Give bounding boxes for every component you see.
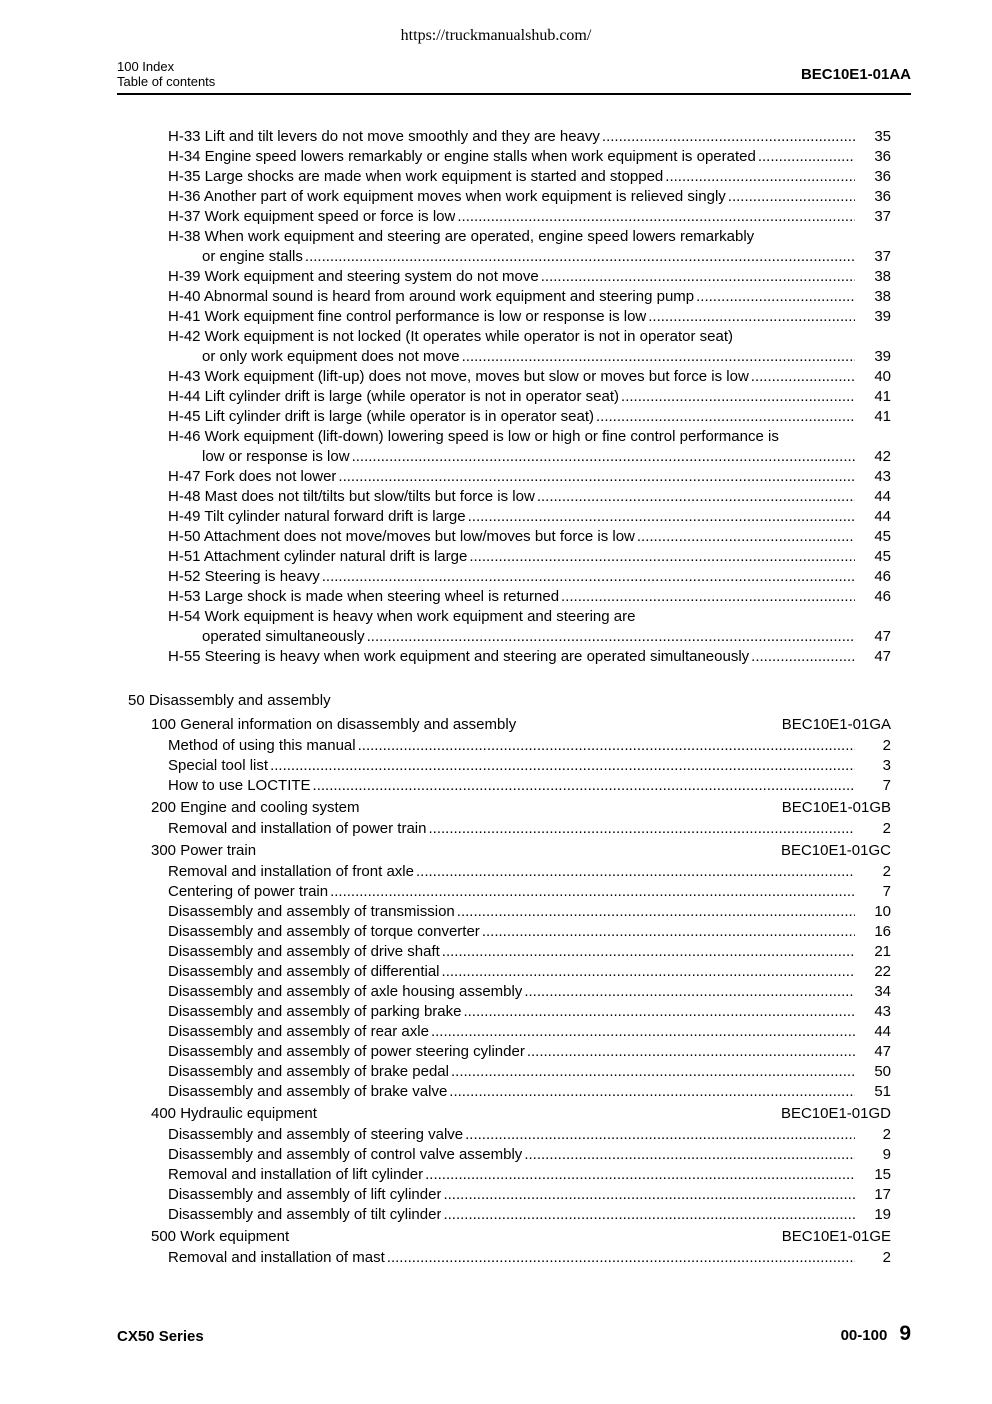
toc-entry-page: 34 bbox=[874, 983, 891, 1000]
subsection-code: BEC10E1-01GE bbox=[781, 1228, 891, 1245]
dot-leader bbox=[429, 1022, 855, 1042]
dot-leader bbox=[350, 447, 855, 467]
toc-entry[interactable] bbox=[168, 267, 891, 287]
subsection-title: 500 Work equipment bbox=[151, 1228, 290, 1245]
toc-entry-page: 38 bbox=[874, 268, 891, 285]
toc-entry-title: H-43 Work equipment (lift-up) does not move, moves but slow or moves but force is low bbox=[168, 368, 749, 385]
toc-entry[interactable] bbox=[168, 567, 891, 587]
header-rule bbox=[117, 93, 911, 95]
toc-entry[interactable] bbox=[168, 327, 891, 347]
toc-entry[interactable] bbox=[168, 1002, 891, 1022]
toc-entry-page: 35 bbox=[874, 128, 891, 145]
toc-entry[interactable] bbox=[168, 547, 891, 567]
toc-entry[interactable] bbox=[168, 347, 891, 367]
toc-entry-title: Removal and installation of lift cylinder bbox=[168, 1166, 424, 1183]
toc-entry[interactable] bbox=[168, 902, 891, 922]
toc-entry-page: 39 bbox=[874, 308, 891, 325]
dot-leader bbox=[385, 1248, 855, 1268]
toc-entry-page: 43 bbox=[874, 1003, 891, 1020]
toc-entry[interactable] bbox=[168, 1042, 891, 1062]
toc-entry-page: 17 bbox=[874, 1186, 891, 1203]
toc-entry-title: H-46 Work equipment (lift-down) lowering speed is low or high or fine control performance is bbox=[168, 428, 779, 445]
subsection-header[interactable] bbox=[117, 1102, 891, 1125]
dot-leader bbox=[756, 147, 855, 167]
toc-entry-title: Removal and installation of mast bbox=[168, 1249, 385, 1266]
dot-leader bbox=[600, 127, 855, 147]
toc-entry[interactable] bbox=[168, 127, 891, 147]
toc-entry-title: Disassembly and assembly of rear axle bbox=[168, 1023, 429, 1040]
dot-leader bbox=[440, 962, 855, 982]
dot-leader bbox=[336, 467, 855, 487]
toc-entry[interactable] bbox=[168, 587, 891, 607]
toc-entry[interactable] bbox=[168, 776, 891, 796]
subsection-entries bbox=[117, 819, 891, 839]
toc-entry-title: H-49 Tilt cylinder natural forward drift is large bbox=[168, 508, 466, 525]
dot-leader bbox=[449, 1062, 855, 1082]
dot-leader bbox=[460, 347, 855, 367]
toc-entry-page: 44 bbox=[874, 488, 891, 505]
dot-leader bbox=[663, 167, 855, 187]
toc-entry-title: H-38 When work equipment and steering are operated, engine speed lowers remarkably bbox=[168, 228, 755, 245]
toc-entry[interactable] bbox=[168, 407, 891, 427]
subsection-list bbox=[117, 713, 891, 1268]
dot-leader bbox=[635, 527, 855, 547]
dot-leader bbox=[467, 547, 855, 567]
dot-leader bbox=[441, 1205, 855, 1225]
subsection-code: BEC10E1-01GC bbox=[780, 842, 891, 859]
subsection-title: 200 Engine and cooling system bbox=[151, 799, 360, 816]
toc-entry-title: Disassembly and assembly of differential bbox=[168, 963, 440, 980]
toc-entry-page: 47 bbox=[874, 1043, 891, 1060]
toc-entry-page: 39 bbox=[874, 348, 891, 365]
toc-entry-page: 21 bbox=[874, 943, 891, 960]
toc-entry[interactable] bbox=[168, 147, 891, 167]
subsection-code: BEC10E1-01GD bbox=[780, 1105, 891, 1122]
toc-entry-title: Disassembly and assembly of axle housing assembly bbox=[168, 983, 523, 1000]
header-doc-code: BEC10E1-01AA bbox=[800, 66, 911, 83]
dot-leader bbox=[535, 487, 855, 507]
subsection-code: BEC10E1-01GA bbox=[781, 716, 891, 733]
subsection-entries bbox=[117, 1125, 891, 1225]
toc-entry-title: Disassembly and assembly of drive shaft bbox=[168, 943, 440, 960]
toc-entry-page: 3 bbox=[882, 757, 891, 774]
toc-entry[interactable] bbox=[168, 367, 891, 387]
toc-entry-page: 2 bbox=[882, 863, 891, 880]
header-left bbox=[117, 59, 215, 89]
header-section: 100 Index bbox=[117, 59, 175, 74]
toc-entry-page: 36 bbox=[874, 168, 891, 185]
toc-entry-page: 7 bbox=[882, 777, 891, 794]
dot-leader bbox=[423, 1165, 855, 1185]
toc-entry-page: 37 bbox=[874, 208, 891, 225]
toc-entry-page: 47 bbox=[874, 648, 891, 665]
footer-series: CX50 Series bbox=[117, 1328, 204, 1345]
section-title: 50 Disassembly and assembly bbox=[128, 692, 331, 709]
toc-entry-title: H-34 Engine speed lowers remarkably or engine stalls when work equipment is operated bbox=[168, 148, 756, 165]
toc-entry-page: 16 bbox=[874, 923, 891, 940]
toc-entry-title: H-51 Attachment cylinder natural drift is large bbox=[168, 548, 468, 565]
toc-entry[interactable] bbox=[168, 607, 891, 627]
toc-entry[interactable] bbox=[168, 736, 891, 756]
toc-entry-title: H-36 Another part of work equipment moves when work equipment is relieved singly bbox=[168, 188, 726, 205]
toc-entry-title: Disassembly and assembly of control valve assembly bbox=[168, 1146, 523, 1163]
toc-entry-title: H-33 Lift and tilt levers do not move smoothly and they are heavy bbox=[168, 128, 600, 145]
toc-entry-page: 46 bbox=[874, 568, 891, 585]
toc-entry-title: H-45 Lift cylinder drift is large (while operator is in operator seat) bbox=[168, 408, 595, 425]
toc-entry[interactable] bbox=[168, 1185, 891, 1205]
dot-leader bbox=[749, 367, 855, 387]
toc-entry-title: operated simultaneously bbox=[202, 628, 365, 645]
toc-entry-title: Special tool list bbox=[168, 757, 269, 774]
toc-entry-page: 43 bbox=[874, 468, 891, 485]
footer-page-info bbox=[841, 1322, 911, 1346]
toc-entry-title: Disassembly and assembly of tilt cylinder bbox=[168, 1206, 442, 1223]
toc-entry[interactable] bbox=[168, 1062, 891, 1082]
toc-entry-title: Centering of power train bbox=[168, 883, 329, 900]
toc-entry[interactable] bbox=[168, 1248, 891, 1268]
dot-leader bbox=[463, 1125, 855, 1145]
toc-entry-title: low or response is low bbox=[202, 448, 350, 465]
toc-entry[interactable] bbox=[168, 1145, 891, 1165]
toc-entry[interactable] bbox=[168, 756, 891, 776]
toc-entry-page: 38 bbox=[874, 288, 891, 305]
dot-leader bbox=[356, 736, 855, 756]
dot-leader bbox=[268, 756, 855, 776]
toc-entry-page: 37 bbox=[874, 248, 891, 265]
toc-entry-title: H-42 Work equipment is not locked (It operates while operator is not in operator seat) bbox=[168, 328, 734, 345]
dot-leader bbox=[539, 267, 855, 287]
dot-leader bbox=[414, 862, 855, 882]
toc-entry-page: 44 bbox=[874, 1023, 891, 1040]
dot-leader bbox=[455, 902, 855, 922]
dot-leader bbox=[522, 982, 855, 1002]
toc-entry-title: Disassembly and assembly of transmission bbox=[168, 903, 455, 920]
toc-entry-page: 44 bbox=[874, 508, 891, 525]
dot-leader bbox=[559, 587, 855, 607]
dot-leader bbox=[726, 187, 855, 207]
toc-entry-page: 47 bbox=[874, 628, 891, 645]
toc-entry[interactable] bbox=[168, 487, 891, 507]
toc-entry-page: 7 bbox=[882, 883, 891, 900]
subsection-entries bbox=[117, 1248, 891, 1268]
toc-entry[interactable] bbox=[168, 647, 891, 667]
toc-entry-title: H-48 Mast does not tilt/tilts but slow/tilts but force is low bbox=[168, 488, 535, 505]
toc-entry-page: 15 bbox=[874, 1166, 891, 1183]
toc-entry[interactable] bbox=[168, 1165, 891, 1185]
toc-entry-title: H-37 Work equipment speed or force is low bbox=[168, 208, 456, 225]
subsection-entries bbox=[117, 736, 891, 796]
toc-entry-title: Disassembly and assembly of steering valve bbox=[168, 1126, 464, 1143]
toc-entry[interactable] bbox=[168, 1205, 891, 1225]
toc-entry-title: Removal and installation of front axle bbox=[168, 863, 414, 880]
toc-entry-page: 51 bbox=[874, 1083, 891, 1100]
dot-leader bbox=[320, 567, 855, 587]
subsection-title: 100 General information on disassembly and assembly bbox=[151, 716, 517, 733]
toc-entry-page: 2 bbox=[882, 820, 891, 837]
toc-entry-title: H-39 Work equipment and steering system do not move bbox=[168, 268, 539, 285]
troubleshooting-entry-list bbox=[168, 127, 891, 667]
toc-entry[interactable] bbox=[168, 507, 891, 527]
toc-entry[interactable] bbox=[168, 467, 891, 487]
toc-entry-title: or engine stalls bbox=[202, 248, 303, 265]
toc-entry-title: H-52 Steering is heavy bbox=[168, 568, 320, 585]
toc-entry[interactable] bbox=[168, 167, 891, 187]
toc-entry-page: 45 bbox=[874, 528, 891, 545]
toc-entry-title: Removal and installation of power train bbox=[168, 820, 427, 837]
header-subtitle: Table of contents bbox=[117, 74, 216, 89]
toc-entry-page: 42 bbox=[874, 448, 891, 465]
subsection-header[interactable] bbox=[117, 796, 891, 819]
dot-leader bbox=[525, 1042, 855, 1062]
toc-entry-page: 10 bbox=[874, 903, 891, 920]
dot-leader bbox=[311, 776, 855, 796]
toc-entry-title: Disassembly and assembly of brake valve bbox=[168, 1083, 448, 1100]
toc-entry-title: Disassembly and assembly of lift cylinder bbox=[168, 1186, 442, 1203]
toc-entry-title: H-35 Large shocks are made when work equipment is started and stopped bbox=[168, 168, 664, 185]
subsection-header[interactable] bbox=[117, 1225, 891, 1248]
toc-entry[interactable] bbox=[168, 627, 891, 647]
dot-leader bbox=[426, 819, 855, 839]
toc-entry-title: H-41 Work equipment fine control performance is low or response is low bbox=[168, 308, 647, 325]
toc-entry-title: H-40 Abnormal sound is heard from around work equipment and steering pump bbox=[168, 288, 695, 305]
toc-entry[interactable] bbox=[168, 962, 891, 982]
dot-leader bbox=[594, 407, 855, 427]
toc-entry-title: Disassembly and assembly of brake pedal bbox=[168, 1063, 449, 1080]
toc-entry-title: Disassembly and assembly of torque converter bbox=[168, 923, 480, 940]
dot-leader bbox=[749, 647, 855, 667]
footer-code: 00-100 bbox=[840, 1327, 888, 1344]
dot-leader bbox=[441, 1185, 855, 1205]
dot-leader bbox=[365, 627, 855, 647]
toc-entry-page: 36 bbox=[874, 188, 891, 205]
toc-entry-title: H-50 Attachment does not move/moves but low/moves but force is low bbox=[168, 528, 635, 545]
dot-leader bbox=[646, 307, 855, 327]
toc-entry-page: 41 bbox=[874, 408, 891, 425]
toc-entry-page: 2 bbox=[882, 1249, 891, 1266]
toc-entry-page: 2 bbox=[882, 737, 891, 754]
toc-entry[interactable] bbox=[168, 982, 891, 1002]
footer-page-number: 9 bbox=[899, 1322, 911, 1345]
toc-entry[interactable] bbox=[168, 862, 891, 882]
dot-leader bbox=[447, 1082, 855, 1102]
watermark-url: https://truckmanualshub.com/ bbox=[400, 27, 592, 44]
dot-leader bbox=[328, 882, 855, 902]
toc-entry[interactable] bbox=[168, 227, 891, 247]
toc-entry-title: H-54 Work equipment is heavy when work equipment and steering are bbox=[168, 608, 636, 625]
toc-entry[interactable] bbox=[168, 819, 891, 839]
subsection-title: 400 Hydraulic equipment bbox=[151, 1105, 317, 1122]
subsection-header[interactable] bbox=[117, 713, 891, 736]
dot-leader bbox=[440, 942, 855, 962]
toc-entry[interactable] bbox=[168, 427, 891, 447]
toc-entry-page: 45 bbox=[874, 548, 891, 565]
subsection-code: BEC10E1-01GB bbox=[781, 799, 891, 816]
toc-entry[interactable] bbox=[168, 527, 891, 547]
toc-entry[interactable] bbox=[168, 922, 891, 942]
toc-entry-page: 41 bbox=[874, 388, 891, 405]
toc-entry-page: 19 bbox=[874, 1206, 891, 1223]
dot-leader bbox=[461, 1002, 855, 1022]
toc-entry[interactable] bbox=[168, 387, 891, 407]
toc-entry-page: 50 bbox=[874, 1063, 891, 1080]
toc-entry-title: H-53 Large shock is made when steering wheel is returned bbox=[168, 588, 560, 605]
toc-entry[interactable] bbox=[168, 1082, 891, 1102]
toc-entry[interactable] bbox=[168, 1125, 891, 1145]
toc-entry-page: 22 bbox=[874, 963, 891, 980]
toc-entry-page: 46 bbox=[874, 588, 891, 605]
toc-entry-title: Method of using this manual bbox=[168, 737, 356, 754]
toc-entry[interactable] bbox=[168, 307, 891, 327]
toc-entry-title: H-47 Fork does not lower bbox=[168, 468, 337, 485]
toc-entry-page: 36 bbox=[874, 148, 891, 165]
toc-entry[interactable] bbox=[168, 287, 891, 307]
dot-leader bbox=[619, 387, 855, 407]
toc-entry-page: 2 bbox=[882, 1126, 891, 1143]
toc-entry-title: H-55 Steering is heavy when work equipment and steering are operated simultaneously bbox=[168, 648, 750, 665]
toc-entry-page: 40 bbox=[874, 368, 891, 385]
toc-entry[interactable] bbox=[168, 247, 891, 267]
toc-entry[interactable] bbox=[168, 447, 891, 467]
toc-entry[interactable] bbox=[168, 942, 891, 962]
toc-entry[interactable] bbox=[168, 207, 891, 227]
toc-entry-title: Disassembly and assembly of power steering cylinder bbox=[168, 1043, 525, 1060]
subsection-entries bbox=[117, 862, 891, 1102]
toc-entry-title: Disassembly and assembly of parking brake bbox=[168, 1003, 462, 1020]
dot-leader bbox=[455, 207, 855, 227]
dot-leader bbox=[466, 507, 855, 527]
toc-entry[interactable] bbox=[168, 882, 891, 902]
dot-leader bbox=[303, 247, 855, 267]
toc-entry[interactable] bbox=[168, 187, 891, 207]
subsection-title: 300 Power train bbox=[151, 842, 257, 859]
dot-leader bbox=[522, 1145, 855, 1165]
subsection-header[interactable] bbox=[117, 839, 891, 862]
toc-entry-title: H-44 Lift cylinder drift is large (while operator is not in operator seat) bbox=[168, 388, 620, 405]
dot-leader bbox=[480, 922, 855, 942]
dot-leader bbox=[694, 287, 855, 307]
toc-entry[interactable] bbox=[168, 1022, 891, 1042]
toc-entry-page: 9 bbox=[882, 1146, 891, 1163]
toc-entry-title: How to use LOCTITE bbox=[168, 777, 311, 794]
toc-entry-title: or only work equipment does not move bbox=[202, 348, 460, 365]
